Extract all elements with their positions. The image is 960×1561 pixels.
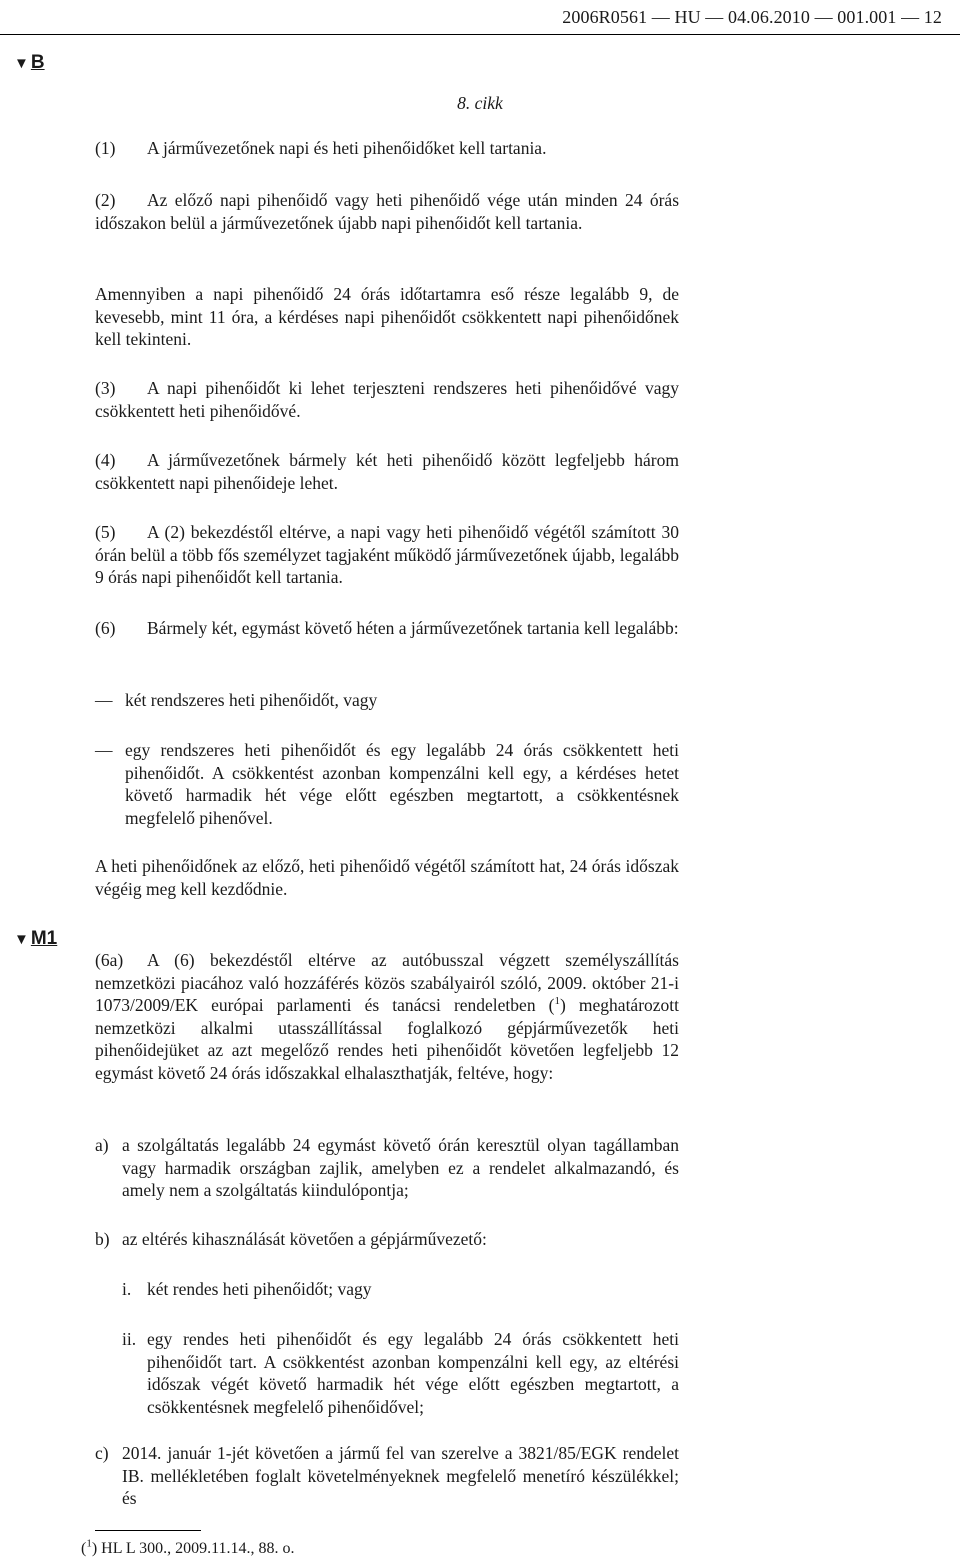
em-dash-bullet: — [95,690,113,710]
amendment-marker-m1: ▼ M1 [14,928,58,949]
paragraph-number: (1) [95,138,116,158]
footnote-rule [95,1530,201,1531]
paragraph-2-continuation: Amennyiben a napi pihenőidő 24 órás időtartamra eső része legalább 9, de kevesebb, mint 11 óra, a kérdéses napi pihenőidőt csökkentett napi pihenőidőnek kell tekinteni. [95,284,679,349]
sub-list-item-ii: ii. egy rendes heti pihenőidőt és egy legalább 24 órás csökkentett heti pihenőidőt tart. A csökkentést azonban kompenzálni kell egy, az eltérési időszak végét követő harmadik hét vége előtt egészben megtartott, a csökkentésnek megfelelő pihenőidővel; [122,1329,679,1417]
triangle-down-icon: ▼ [14,55,29,72]
paragraph-6a: (6a) A (6) bekezdéstől eltérve az autóbusszal végzett személyszállítás nemzetközi piacához való hozzáférés közös szabályairól szóló, 2009. október 21-i 1073/2009/EK európai parlamenti és tanácsi rendeletben ($^1$) meghatározott nemzetközi alkalmi utasszállítással foglalkozó gépjárművezetők heti pihenőidejüket az azt megelőző rendes heti pihenőidőt követően legfeljebb 12 egymást követő 24 órás időszakkal elhalaszthatják, feltéve, hogy: [95,950,680,1083]
article-title: 8. cikk [457,93,503,113]
paragraph-number: (4) [95,450,116,470]
list-item-a: a) a szolgáltatás legalább 24 egymást követő órán keresztül olyan tagállamban vagy harmadik országban zajlik, amelyben ez a rendelet alkalmazandó, és amely nem a szolgáltatás kiindulópontja; [95,1135,679,1200]
dash-list-item: — két rendszeres heti pihenőidőt, vagy [95,690,378,710]
em-dash-bullet: — [95,740,113,760]
sub-list-item-i: i. két rendes heti pihenőidőt; vagy [122,1279,372,1299]
footnote-marker: 1 [86,1537,92,1550]
paragraph-3: (3) A napi pihenőidőt ki lehet terjeszteni rendszeres heti pihenőidővé vagy csökkentett heti pihenőidővé. [95,378,679,421]
paragraph-number: (6) [95,618,116,638]
list-item-c: c) 2014. január 1-jét követően a jármű fel van szerelve a 3821/85/EGK rendelet IB. mellékletében foglalt követelményeknek megfelelő menetíró készülékkel; és [95,1443,679,1508]
header-rule [0,34,960,35]
paragraph-4: (4) A járművezetőnek bármely két heti pihenőidő között legfeljebb három csökkentett napi pihenőideje lehet. [95,450,679,493]
paragraph-5: (5) A (2) bekezdéstől eltérve, a napi vagy heti pihenőidő végétől számított 30 órán belül a több fős személyzet tagjaként működő járművezetőnek újabb, legalább 9 órás napi pihenőidőt kell tartania. [95,522,679,587]
paragraph-6-continuation: A heti pihenőidőnek az előző, heti pihenőidő végétől számított hat, 24 órás időszak végéig meg kell kezdődnie. [95,856,679,899]
paragraph-number: (6a) [95,950,124,970]
paragraph-6: (6) Bármely két, egymást követő héten a járművezetőnek tartania kell legalább: [95,618,679,638]
paragraph-number: (5) [95,522,116,542]
paragraph-1: (1) A járművezetőnek napi és heti pihenőidőket kell tartania. [95,138,547,158]
paragraph-number: (2) [95,190,116,210]
list-item-b: b) az eltérés kihasználását követően a gépjárművezető: [95,1229,487,1249]
dash-list-item: — egy rendszeres heti pihenőidőt és egy legalább 24 órás csökkentett heti pihenőidőt. A csökkentést azonban kompenzálni kell egy, a kérdéses hetet követő harmadik hét vége előtt egészben megtartott, a csökkentésnek megfelelő pihenővel. [95,740,679,828]
paragraph-number: (3) [95,378,116,398]
triangle-down-icon: ▼ [14,931,29,948]
amendment-marker-b: ▼ B [14,52,45,73]
running-header: 2006R0561 — HU — 04.06.2010 — 001.001 — 12 [562,7,942,27]
footnote: ($^1$) HL L 300., 2009.11.14., 88. o. [81,1537,295,1557]
paragraph-2: (2) Az előző napi pihenőidő vagy heti pihenőidő vége után minden 24 órás időszakon belül a járművezetőnek újabb napi pihenőidőt kell tartania. [95,190,679,233]
footnote-reference[interactable]: 1 [554,995,560,1008]
